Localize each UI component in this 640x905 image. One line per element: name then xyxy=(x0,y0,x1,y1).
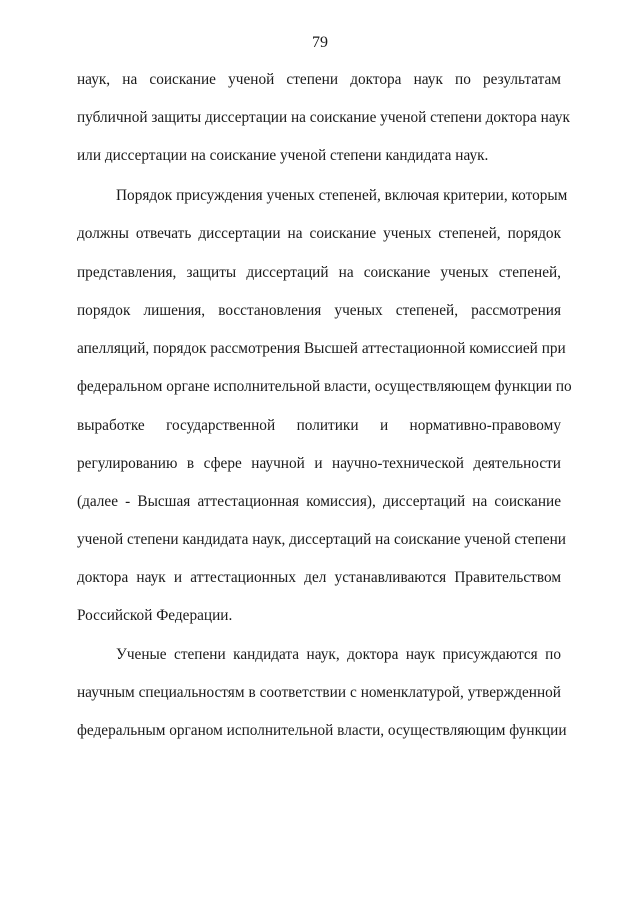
text-line: должны отвечать диссертации на соискание ученых степеней, порядок xyxy=(77,225,561,242)
text-line: доктора наук и аттестационных дел устанавливаются Правительством xyxy=(77,569,561,586)
text-line: (далее - Высшая аттестационная комиссия), диссертаций на соискание xyxy=(77,493,561,510)
text-line: ученой степени кандидата наук, диссертаций на соискание ученой степени xyxy=(77,531,566,548)
text-line: представления, защиты диссертаций на соискание ученых степеней, xyxy=(77,264,561,281)
text-line: выработке государственной политики и нормативно-правовому xyxy=(77,417,561,434)
text-line: федеральным органом исполнительной власти, осуществляющим функции xyxy=(77,722,567,739)
text-line: апелляций, порядок рассмотрения Высшей аттестационной комиссией при xyxy=(77,340,566,357)
text-line: Российской Федерации. xyxy=(77,607,233,624)
text-line: порядок лишения, восстановления ученых степеней, рассмотрения xyxy=(77,302,561,319)
text-line: регулированию в сфере научной и научно-технической деятельности xyxy=(77,455,561,472)
text-line: научным специальностям в соответствии с номенклатурой, утвержденной xyxy=(77,684,561,701)
page-number: 79 xyxy=(312,34,328,51)
text-line: наук, на соискание ученой степени доктора наук по результатам xyxy=(77,71,561,88)
text-line: Порядок присуждения ученых степеней, включая критерии, которым xyxy=(116,187,568,204)
text-line: или диссертации на соискание ученой степени кандидата наук. xyxy=(77,147,489,164)
text-line: публичной защиты диссертации на соискание ученой степени доктора наук xyxy=(77,109,570,126)
text-line: федеральном органе исполнительной власти, осуществляющем функции по xyxy=(77,378,572,395)
text-line: Ученые степени кандидата наук, доктора наук присуждаются по xyxy=(116,646,561,663)
